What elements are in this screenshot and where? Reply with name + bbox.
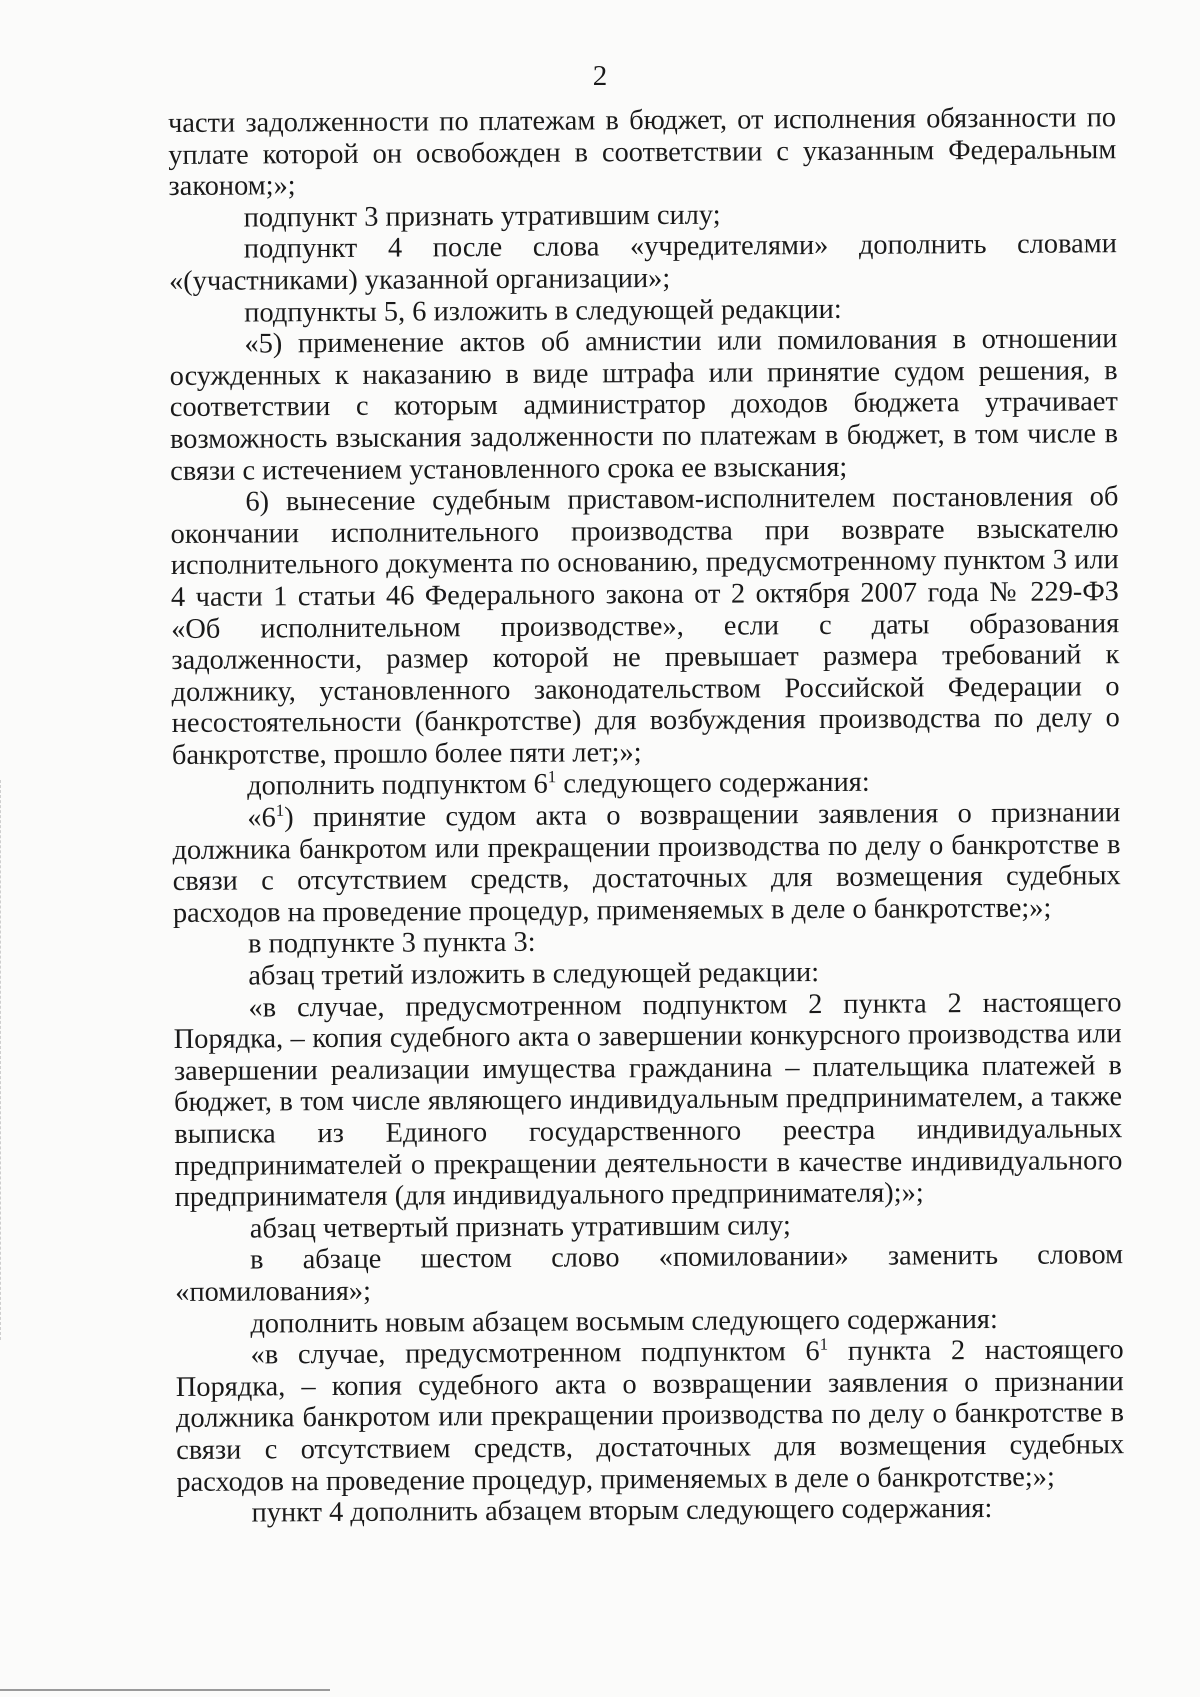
paragraph-13: в абзаце шестом слово «помиловании» заменить словом «помилования»;	[175, 1239, 1124, 1308]
paragraph-3: подпункт 4 после слова «учредителями» дополнить словами «(участниками) указанной организации»;	[168, 228, 1117, 297]
paragraph-12: абзац четвертый признать утратившим силу;	[249, 1209, 791, 1245]
paragraph-16: пункт 4 дополнить абзацем вторым следующего содержания:	[251, 1493, 993, 1529]
paragraph-11: «в случае, предусмотренном подпунктом 2 пункта 2 настоящего Порядка, – копия судебного акта о завершении конкурсного производства или завершении реализации имущества гражданина – плательщика платежей в бюджет, в том числе являющего индивидуальным предпринимателем, а также выписка из Единого государственного реестра индивидуальных предпринимателей о прекращении деятельности в качестве индивидуального предпринимателя (для индивидуального предпринимателя);»;	[173, 986, 1123, 1214]
paragraph-7: дополнить подпунктом $6^1$ следующего содержания:	[247, 767, 870, 802]
paragraph-10: абзац третий изложить в следующей редакции:	[248, 957, 820, 992]
page-number: 2	[592, 60, 608, 92]
paragraph-14: дополнить новым абзацем восьмым следующего содержания:	[250, 1303, 998, 1340]
paragraph-2: подпункт 3 признать утратившим силу;	[243, 199, 721, 234]
paragraph-15: «в случае, предусмотренном подпунктом $6^1$ пункта 2 настоящего Порядка, – копия судебного акта о возвращении заявления о признании должника банкротом или прекращении производства по делу о банкротстве в связи с отсутствием средств, достаточных для возмещения судебных расходов на проведение процедур, применяемых в деле о банкротстве;»;	[175, 1334, 1125, 1498]
paragraph-1: части задолженности по платежам в бюджет, от исполнения обязанности по уплате которой он освобожден в соответствии с указанным Федеральным законом;»;	[168, 102, 1117, 203]
document-body	[168, 102, 1125, 1529]
paragraph-8: «$6^1$) принятие судом акта о возвращении заявления о признании должника банкротом или прекращении производства по делу о банкротстве в связи с отсутствием средств, достаточных для возмещения судебных расходов на проведение процедур, применяемых в деле о банкротстве;»;	[172, 797, 1121, 929]
paragraph-5: «5) применение актов об амнистии или помилования в отношении осужденных к наказанию в виде штрафа или принятие судом решения, в соответствии с которым администратор доходов бюджета утрачивает возможность взыскания задолженности по платежам в бюджет, в том числе в связи с истечением установленного срока ее взыскания;	[169, 323, 1119, 487]
paragraph-4: подпункты 5, 6 изложить в следующей редакции:	[244, 293, 842, 329]
paragraph-9: в подпункте 3 пункта 3:	[248, 927, 536, 960]
scan-bottom-edge	[0, 1689, 330, 1691]
scan-edge-marks	[0, 780, 4, 1340]
paragraph-6: 6) вынесение судебным приставом-исполнителем постановления об окончании исполнительного производства при возврате взыскателю исполнительного документа по основанию, предусмотренному пунктом 3 или 4 части 1 статьи 46 Федерального закона от 2 октября 2007 года № 229-ФЗ «Об исполнительном производстве», если с даты образования задолженности, размер которой не превышает размера требований к должнику, установленного законодательством Российской Федерации о несостоятельности (банкротстве) для возбуждения производства по делу о банкротстве, прошло более пяти лет;»;	[170, 481, 1120, 771]
